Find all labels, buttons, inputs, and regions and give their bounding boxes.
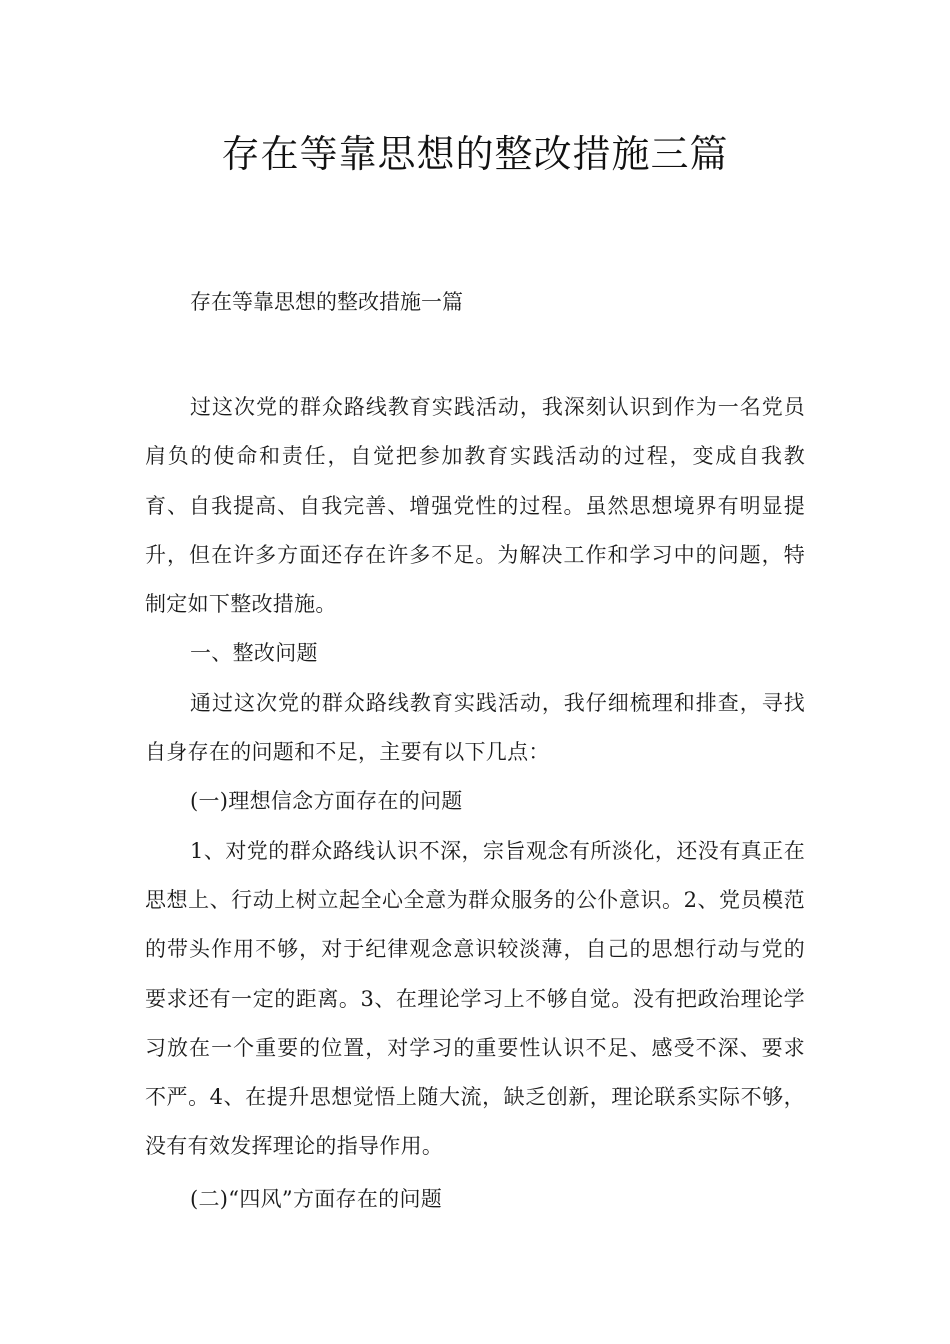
document-body [145, 383, 805, 1224]
paragraph-issues-intro: 通过这次党的群众路线教育实践活动，我仔细梳理和排查，寻找自身存在的问题和不足，主要有以下几点： [145, 690, 805, 765]
paragraph-ideals-issues: 1、对党的群众路线认识不深，宗旨观念有所淡化，还没有真正在思想上、行动上树立起全心全意为群众服务的公仆意识。2、党员模范的带头作用不够，对于纪律观念意识较淡薄，自己的思想行动与党的要求还有一定的距离。3、在理论学习上不够自觉。没有把政治理论学习放在一个重要的位置，对学习的重要性认识不足、感受不深、要求不严。4、在提升思想觉悟上随大流，缺乏创新，理论联系实际不够，没有有效发挥理论的指导作用。 [145, 838, 805, 1159]
document-subtitle: 存在等靠思想的整改措施一篇 [190, 290, 463, 314]
subsection-heading-ideals: (一)理想信念方面存在的问题 [190, 789, 463, 814]
subsection-heading-four-winds: (二)“四风”方面存在的问题 [190, 1186, 443, 1211]
section-heading-rectification-issues: 一、整改问题 [190, 641, 318, 666]
paragraph-intro: 过这次党的群众路线教育实践活动，我深刻认识到作为一名党员肩负的使命和责任，自觉把参加教育实践活动的过程，变成自我教育、自我提高、自我完善、增强党性的过程。虽然思想境界有明显提升，但在许多方面还存在许多不足。为解决工作和学习中的问题，特制定如下整改措施。 [145, 395, 805, 617]
document-title: 存在等靠思想的整改措施三篇 [221, 132, 729, 176]
